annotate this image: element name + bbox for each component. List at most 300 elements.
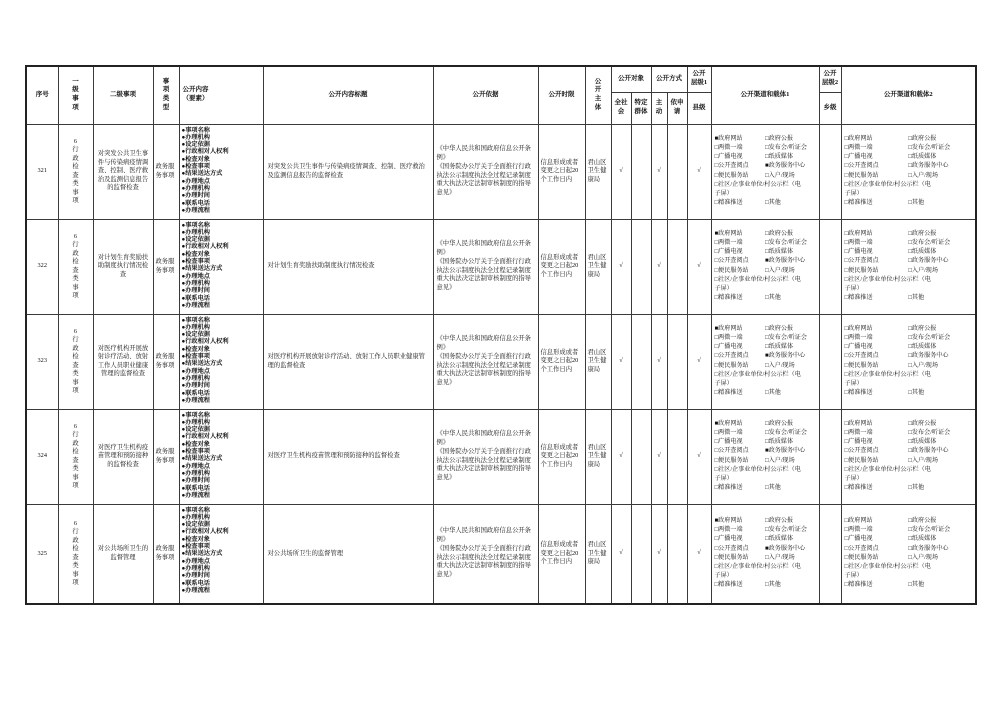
content-element-item: ●办理机构 [181, 228, 210, 236]
channel-option: □公开查阅点 [844, 353, 879, 360]
content-title-cell: 对计划生育奖励扶助制度执行情况检查 [263, 219, 433, 314]
content-element-item: ●设定依据 [181, 141, 210, 149]
channel-option: ■政府网站 [714, 135, 743, 142]
channel-option: □政府公报 [908, 230, 937, 237]
channels1-cell [711, 504, 819, 604]
channel-option: □入户/现场 [765, 362, 795, 369]
channel-option: □便民服务站 [714, 362, 749, 369]
time-limit-cell: 信息形成或者变更之日起20个工作日内 [538, 504, 585, 604]
channel-option: □精准推送 [714, 484, 743, 491]
content-element-item: ●结果送达方式 [181, 455, 223, 463]
content-element-item: ●办理流程 [181, 491, 210, 499]
channel-option: □政府公报 [765, 518, 794, 525]
channel-option: □公开查阅点 [714, 448, 749, 455]
header-method-request: 依申请 [667, 92, 687, 124]
content-title-cell: 对医疗机构开展放射诊疗活动、放射工作人员职业健康管理的监督检查 [263, 314, 433, 409]
channel-option: ■政务服务中心 [765, 448, 806, 455]
content-element-item: ●检查对象 [181, 155, 210, 163]
content-elements-cell [179, 314, 263, 409]
content-elements-cell [179, 409, 263, 504]
content-element-item: ●事项名称 [181, 411, 210, 419]
channel-option: □社区/企事业单位/村公示栏（电子屏） [714, 181, 801, 197]
content-element-item: ●检查对象 [181, 250, 210, 258]
channel-option: □纸质媒体 [765, 439, 794, 446]
channel-option: □入户/现场 [765, 554, 795, 561]
content-element-item: ●办理机构 [181, 375, 210, 382]
content-title-cell: 对公共场所卫生的监督管理 [263, 504, 433, 604]
content-element-item: ●联系电话 [181, 199, 210, 207]
level1-name: 行政检查类事项 [72, 431, 79, 489]
channel-option: □其他 [908, 199, 925, 206]
whole-society-check-cell: √ [611, 504, 631, 604]
channel-option: □政府网站 [844, 420, 873, 427]
content-element-item: ●办理地点 [181, 462, 210, 470]
proactive-check-cell: √ [651, 504, 667, 604]
channel-option: □政府公报 [765, 230, 794, 237]
on-request-check-cell [667, 314, 687, 409]
content-element-item: ●结果送达方式 [181, 360, 223, 368]
channel-option: □政务服务中心 [908, 353, 949, 360]
level1-cell [58, 219, 93, 314]
level2-cell: 对医疗卫生机构疫苗管理和预防接种的监督检查 [93, 409, 153, 504]
channel-option: □两微一端 [714, 527, 743, 534]
specific-group-check-cell [631, 314, 651, 409]
seq-cell: 322 [26, 219, 58, 314]
channel-option: □便民服务站 [844, 457, 879, 464]
channel-option: □其他 [908, 294, 925, 301]
table-row [26, 219, 976, 314]
channel-option: □社区/企事业单位/村公示栏（电子屏） [714, 563, 801, 580]
channel-option: □发布会/听证会 [908, 240, 951, 247]
content-element-item: ●检查事项 [181, 353, 210, 361]
channel-option: □发布会/听证会 [908, 335, 951, 342]
level1-number: 6 [73, 137, 78, 145]
channel-option: □政府公报 [765, 420, 794, 427]
content-element-item: ●办理机构 [181, 280, 210, 287]
channel-option: □精准推送 [844, 582, 873, 589]
channel-option: ■政务服务中心 [765, 353, 806, 360]
whole-society-check-cell: √ [611, 409, 631, 504]
channel-option: □两微一端 [714, 430, 743, 437]
content-element-item: ●设定依据 [181, 426, 210, 434]
header-level2: 二级事项 [93, 66, 153, 124]
channel-option: □入户/现场 [908, 172, 938, 179]
specific-group-check-cell [631, 124, 651, 219]
channel-option: ■政府网站 [714, 420, 743, 427]
basis-document: 《中华人民共和国政府信息公开条例》 [436, 240, 531, 256]
content-element-item: ●办理时间 [181, 382, 210, 390]
content-element-item: ●办理机构 [181, 565, 210, 572]
basis-document: 《中华人民共和国政府信息公开条例》 [436, 335, 531, 351]
channel-option: □纸质媒体 [908, 344, 937, 351]
on-request-check-cell [667, 409, 687, 504]
channel-option: □公开查阅点 [844, 448, 879, 455]
basis-document: 《中华人民共和国政府信息公开条例》 [436, 430, 531, 446]
level1-cell [58, 409, 93, 504]
content-element-item: ●办理时间 [181, 572, 210, 580]
subject-cell: 君山区卫生健康局 [585, 219, 611, 314]
content-element-item: ●行政相对人权利 [181, 433, 229, 441]
basis-document: 《国务院办公厅关于全面推行行政执法公示制度执法全过程记录制度重大执法决定法制审核制度的指导意见》 [436, 163, 531, 196]
level1-cell [58, 504, 93, 604]
channel-option: □发布会/听证会 [765, 145, 807, 152]
content-element-item: ●事项名称 [181, 506, 210, 514]
level2-cell: 对医疗机构开展放射诊疗活动、放射工作人员职业健康管理的监督检查 [93, 314, 153, 409]
channel-option: □广播电视 [844, 249, 873, 256]
content-element-item: ●办理机构 [181, 418, 210, 426]
header-method-group: 公开方式 [651, 66, 687, 92]
header-method-proactive: 主动 [651, 92, 667, 124]
channel-option: □精准推送 [714, 389, 743, 396]
channel-option: □入户/现场 [908, 267, 938, 274]
level1-number: 6 [73, 519, 78, 527]
channel-option: □两微一端 [714, 240, 743, 247]
channel-option: □纸质媒体 [765, 154, 794, 161]
level1-number: 6 [73, 422, 78, 430]
channels1-cell [711, 124, 819, 219]
header-target-specific: 特定群体 [631, 92, 651, 124]
header-level-group1: 公开层级1 [687, 66, 711, 92]
channels1-cell [711, 409, 819, 504]
content-element-item: ●结果送达方式 [181, 170, 223, 178]
proactive-check-cell: √ [651, 409, 667, 504]
seq-cell: 324 [26, 409, 58, 504]
county-check-cell: √ [687, 409, 711, 504]
county-check-cell: √ [687, 504, 711, 604]
header-time-limit: 公开时限 [538, 66, 585, 124]
township-check-cell [819, 124, 841, 219]
channel-option: □纸质媒体 [765, 249, 794, 256]
channels1-cell [711, 219, 819, 314]
county-check-cell: √ [687, 314, 711, 409]
channels2-cell [841, 314, 976, 409]
table-row [26, 409, 976, 504]
channel-option: □其他 [765, 199, 781, 206]
content-element-item: ●检查事项 [181, 543, 210, 551]
channel-option: □其他 [765, 294, 781, 301]
whole-society-check-cell: √ [611, 124, 631, 219]
channel-option: □其他 [908, 389, 925, 396]
channel-option: □便民服务站 [844, 267, 879, 274]
table-row [26, 314, 976, 409]
header-content-elements: 公开内容（要素） [179, 66, 263, 124]
level1-cell [58, 314, 93, 409]
whole-society-check-cell: √ [611, 219, 631, 314]
content-element-item: ●检查对象 [181, 535, 210, 543]
channel-option: □政府网站 [844, 135, 873, 142]
table-row [26, 124, 976, 219]
content-element-item: ●办理流程 [181, 206, 210, 214]
content-element-item: ●检查事项 [181, 448, 210, 456]
basis-cell [433, 504, 538, 604]
channel-option: □便民服务站 [714, 457, 749, 464]
channel-option: □两微一端 [844, 527, 873, 534]
channel-option: □纸质媒体 [908, 249, 937, 256]
time-limit-cell: 信息形成或者变更之日起20个工作日内 [538, 124, 585, 219]
channel-option: □发布会/听证会 [908, 145, 951, 152]
channel-option: □发布会/听证会 [765, 240, 807, 247]
channel-option: □政府公报 [908, 518, 937, 525]
content-element-item: ●结果送达方式 [181, 550, 223, 558]
content-element-item: ●行政相对人权利 [181, 148, 229, 156]
on-request-check-cell [667, 124, 687, 219]
content-element-item: ●联系电话 [181, 389, 210, 397]
channel-option: □其他 [765, 582, 781, 589]
subject-cell: 君山区卫生健康局 [585, 314, 611, 409]
channel-option: □广播电视 [714, 344, 743, 351]
channel-option: □两微一端 [844, 240, 873, 247]
channel-option: □便民服务站 [844, 362, 879, 369]
level2-cell: 对公共场所卫生的监督管理 [93, 504, 153, 604]
township-check-cell [819, 314, 841, 409]
channel-option: □纸质媒体 [908, 154, 937, 161]
channel-option: □社区/企事业单位/村公示栏（电子屏） [714, 276, 801, 292]
channel-option: ■政务服务中心 [765, 163, 806, 170]
channels2-cell [841, 219, 976, 314]
channel-option: □政务服务中心 [908, 258, 949, 265]
channel-option: □政府网站 [844, 230, 873, 237]
content-element-item: ●办理机构 [181, 470, 210, 477]
proactive-check-cell: √ [651, 124, 667, 219]
proactive-check-cell: √ [651, 219, 667, 314]
channel-option: □发布会/听证会 [908, 430, 951, 437]
channel-option: □两微一端 [844, 335, 873, 342]
seq-cell: 321 [26, 124, 58, 219]
channel-option: □社区/企事业单位/村公示栏（电子屏） [714, 371, 801, 387]
on-request-check-cell [667, 504, 687, 604]
whole-society-check-cell: √ [611, 314, 631, 409]
channel-option: □公开查阅点 [844, 258, 879, 265]
header-subject: 公开主体 [585, 66, 611, 124]
header-county: 县级 [687, 92, 711, 124]
channel-option: □精准推送 [844, 389, 873, 396]
level1-number: 6 [73, 232, 78, 240]
on-request-check-cell [667, 219, 687, 314]
channel-option: □精准推送 [844, 484, 873, 491]
channel-option: ■政府网站 [714, 325, 743, 332]
content-element-item: ●检查事项 [181, 258, 210, 266]
level2-cell: 对计划生育奖励扶助制度执行情况检查 [93, 219, 153, 314]
basis-document: 《国务院办公厅关于全面推行行政执法公示制度执法全过程记录制度重大执法决定法制审核制度的指导意见》 [436, 258, 531, 291]
channel-option: □公开查阅点 [844, 163, 879, 170]
channels2-cell [841, 409, 976, 504]
channel-option: □两微一端 [714, 335, 743, 342]
content-element-item: ●办理机构 [181, 133, 210, 141]
channel-option: □政府公报 [908, 420, 937, 427]
table-row [26, 504, 976, 604]
channel-option: □社区/企事业单位/村公示栏（电子屏） [844, 371, 931, 387]
channel-option: □政府公报 [908, 325, 937, 332]
content-element-item: ●办理地点 [181, 272, 210, 280]
content-element-item: ●办理机构 [181, 185, 210, 192]
channel-option: □社区/企事业单位/村公示栏（电子屏） [844, 563, 931, 580]
content-element-item: ●检查对象 [181, 345, 210, 353]
township-check-cell [819, 504, 841, 604]
content-element-item: ●结果送达方式 [181, 265, 223, 273]
specific-group-check-cell [631, 504, 651, 604]
channel-option: □公开查阅点 [844, 545, 879, 552]
header-level1: 一级事项 [58, 66, 93, 124]
header-target-whole: 全社会 [611, 92, 631, 124]
specific-group-check-cell [631, 409, 651, 504]
item-type-cell: 政务服务事项 [153, 314, 179, 409]
header-township: 乡级 [819, 92, 841, 124]
level1-name: 行政检查类事项 [72, 146, 79, 204]
content-element-item: ●行政相对人权利 [181, 338, 229, 346]
channel-option: □其他 [908, 582, 925, 589]
header-content-title: 公开内容标题 [263, 66, 433, 124]
specific-group-check-cell [631, 219, 651, 314]
seq-cell: 323 [26, 314, 58, 409]
seq-cell: 325 [26, 504, 58, 604]
content-element-item: ●办理地点 [181, 557, 210, 565]
basis-document: 《中华人民共和国政府信息公开条例》 [436, 527, 531, 543]
channel-option: □精准推送 [844, 294, 873, 301]
basis-cell [433, 124, 538, 219]
basis-cell [433, 409, 538, 504]
content-element-item: ●检查对象 [181, 440, 210, 448]
subject-cell: 君山区卫生健康局 [585, 409, 611, 504]
level1-name: 行政检查类事项 [72, 336, 79, 394]
header-basis: 公开依据 [433, 66, 538, 124]
channel-option: □精准推送 [714, 582, 743, 589]
time-limit-cell: 信息形成或者变更之日起20个工作日内 [538, 314, 585, 409]
subject-cell: 君山区卫生健康局 [585, 124, 611, 219]
township-check-cell [819, 219, 841, 314]
channel-option: □社区/企事业单位/村公示栏（电子屏） [844, 466, 931, 482]
basis-document: 《国务院办公厅关于全面推行行政执法公示制度执法全过程记录制度重大执法决定法制审核制度的指导意见》 [436, 545, 531, 578]
channel-option: ■政府网站 [714, 230, 743, 237]
channel-option: □精准推送 [844, 199, 873, 206]
channel-option: □广播电视 [714, 536, 743, 543]
basis-cell [433, 219, 538, 314]
channel-option: □公开查阅点 [714, 258, 749, 265]
channel-option: □政府网站 [844, 518, 873, 525]
content-elements-cell [179, 124, 263, 219]
header-channel2: 公开渠道和载体2 [841, 66, 976, 124]
content-element-item: ●联系电话 [181, 294, 210, 302]
channel-option: □政府公报 [765, 325, 794, 332]
channel-option: □公开查阅点 [714, 545, 749, 552]
channel-option: □入户/现场 [765, 267, 795, 274]
channel-option: □入户/现场 [908, 457, 938, 464]
channel-option: □两微一端 [844, 430, 873, 437]
channel-option: □广播电视 [844, 154, 873, 161]
channel-option: □便民服务站 [844, 172, 879, 179]
channel-option: □政务服务中心 [908, 163, 949, 170]
content-element-item: ●办理时间 [181, 477, 210, 485]
content-element-item: ●办理地点 [181, 177, 210, 185]
content-element-item: ●事项名称 [181, 221, 210, 229]
item-type-cell: 政务服务事项 [153, 409, 179, 504]
channel-option: □广播电视 [714, 249, 743, 256]
content-title-cell: 对突发公共卫生事件与传染病疫情调查、控制、医疗救治及监测信息报告的监督检查 [263, 124, 433, 219]
channel-option: □便民服务站 [714, 172, 749, 179]
basis-cell [433, 314, 538, 409]
channel-option: □纸质媒体 [765, 344, 794, 351]
county-check-cell: √ [687, 219, 711, 314]
channel-option: □入户/现场 [765, 457, 795, 464]
header-level-group2: 公开层级2 [819, 66, 841, 92]
channel-option: □其他 [765, 484, 781, 491]
county-check-cell: √ [687, 124, 711, 219]
content-elements-cell [179, 219, 263, 314]
content-element-item: ●行政相对人权利 [181, 528, 229, 536]
channel-option: □精准推送 [714, 294, 743, 301]
header-item-type: 事项类型 [153, 66, 179, 124]
level1-name: 行政检查类事项 [72, 528, 79, 587]
item-type-cell: 政务服务事项 [153, 504, 179, 604]
item-type-cell: 政务服务事项 [153, 219, 179, 314]
content-element-item: ●联系电话 [181, 484, 210, 492]
content-element-item: ●事项名称 [181, 316, 210, 324]
channel-option: □社区/企事业单位/村公示栏（电子屏） [714, 466, 801, 482]
channel-option: □发布会/听证会 [765, 335, 807, 342]
level1-cell [58, 124, 93, 219]
proactive-check-cell: √ [651, 314, 667, 409]
channel-option: □发布会/听证会 [908, 527, 951, 534]
channel-option: □便民服务站 [714, 267, 749, 274]
channel-option: □入户/现场 [908, 362, 938, 369]
item-type-cell: 政务服务事项 [153, 124, 179, 219]
channel-option: □公开查阅点 [714, 163, 749, 170]
channel-option: □广播电视 [844, 344, 873, 351]
content-title-cell: 对医疗卫生机构疫苗管理和预防接种的监督检查 [263, 409, 433, 504]
basis-document: 《国务院办公厅关于全面推行行政执法公示制度执法全过程记录制度重大执法决定法制审核制度的指导意见》 [436, 448, 531, 481]
channels2-cell [841, 504, 976, 604]
header-seq: 序号 [26, 66, 58, 124]
content-element-item: ●办理时间 [181, 287, 210, 295]
header-target-group: 公开对象 [611, 66, 651, 92]
level1-number: 6 [73, 327, 78, 335]
content-element-item: ●办理地点 [181, 367, 210, 375]
channel-option: □公开查阅点 [714, 353, 749, 360]
channel-option: □便民服务站 [844, 554, 879, 561]
time-limit-cell: 信息形成或者变更之日起20个工作日内 [538, 219, 585, 314]
channel-option: □纸质媒体 [765, 536, 794, 543]
content-element-item: ●设定依据 [181, 521, 210, 529]
disclosure-table [25, 65, 977, 605]
time-limit-cell: 信息形成或者变更之日起20个工作日内 [538, 409, 585, 504]
content-element-item: ●联系电话 [181, 579, 210, 587]
header-channel1: 公开渠道和载体1 [711, 66, 819, 124]
channel-option: □两微一端 [844, 145, 873, 152]
content-element-item: ●事项名称 [181, 126, 210, 134]
content-element-item: ●办理时间 [181, 192, 210, 200]
channel-option: □入户/现场 [765, 172, 795, 179]
channel-option: □政务服务中心 [908, 448, 949, 455]
channel-option: □政府公报 [908, 135, 937, 142]
channels1-cell [711, 314, 819, 409]
channel-option: ■政府网站 [714, 518, 743, 525]
channel-option: □入户/现场 [908, 554, 938, 561]
channel-option: □其他 [765, 389, 781, 396]
content-elements-cell [179, 504, 263, 604]
channel-option: □广播电视 [714, 439, 743, 446]
channels2-cell [841, 124, 976, 219]
channel-option: □社区/企事业单位/村公示栏（电子屏） [844, 276, 931, 292]
township-check-cell [819, 409, 841, 504]
content-element-item: ●设定依据 [181, 236, 210, 244]
basis-document: 《国务院办公厅关于全面推行行政执法公示制度执法全过程记录制度重大执法决定法制审核制度的指导意见》 [436, 353, 531, 386]
content-element-item: ●行政相对人权利 [181, 243, 229, 251]
channel-option: □广播电视 [844, 439, 873, 446]
subject-cell: 君山区卫生健康局 [585, 504, 611, 604]
channel-option: □广播电视 [844, 536, 873, 543]
channel-option: □政府网站 [844, 325, 873, 332]
content-element-item: ●办理流程 [181, 301, 210, 309]
channel-option: □发布会/听证会 [765, 430, 807, 437]
